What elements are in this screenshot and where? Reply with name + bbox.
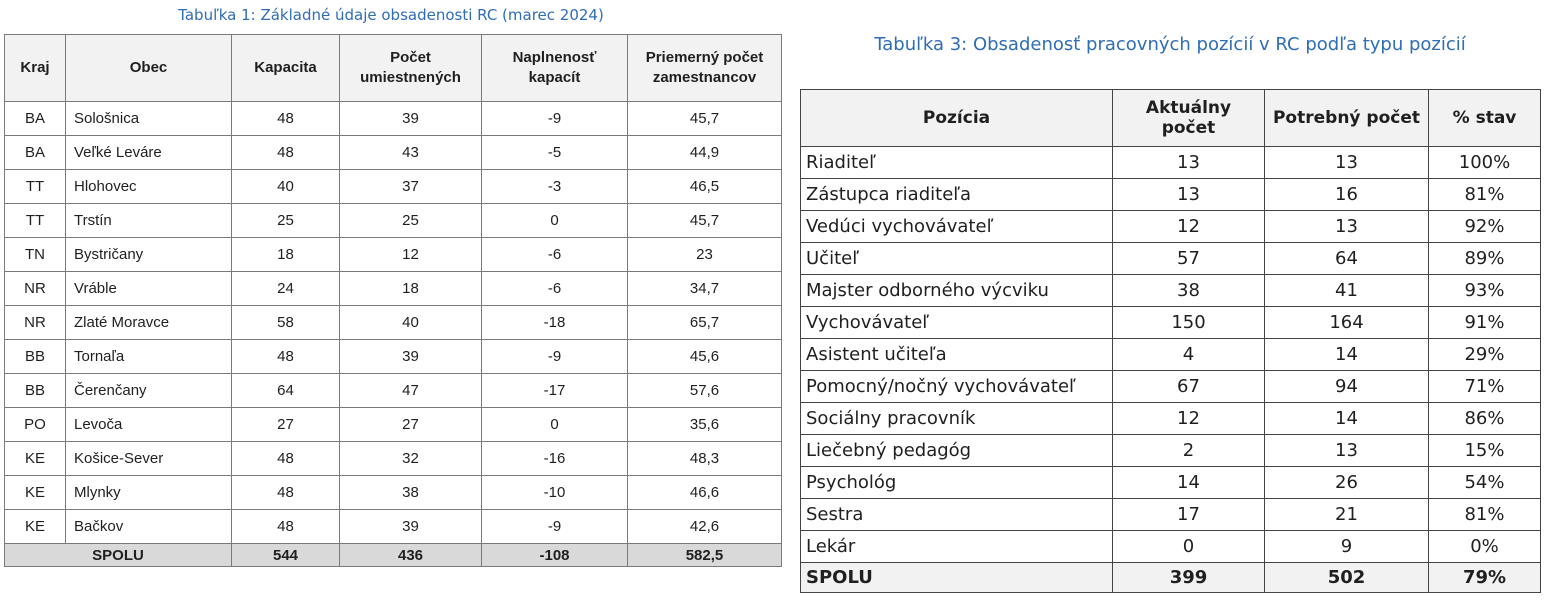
cell-pozicia: Učiteľ [801,243,1113,275]
cell-potrebny-pocet: 41 [1265,275,1429,307]
table-row [801,179,1541,211]
occupancy-table [4,34,782,567]
table1-total-row [5,544,782,567]
cell-stav: 93% [1429,275,1541,307]
table-row [801,531,1541,563]
cell-pozicia: Vychovávateľ [801,307,1113,339]
cell-pocet-umiestnenych: 39 [340,102,482,136]
total-stav: 79% [1429,563,1541,593]
cell-obec: Trstín [66,204,232,238]
cell-stav: 81% [1429,499,1541,531]
cell-potrebny-pocet: 26 [1265,467,1429,499]
cell-stav: 71% [1429,371,1541,403]
table-row [5,238,782,272]
cell-kapacita: 24 [232,272,340,306]
cell-obec: Bačkov [66,510,232,544]
column-header-stav: % stav [1429,90,1541,147]
table-row [801,211,1541,243]
cell-potrebny-pocet: 14 [1265,339,1429,371]
cell-kapacita: 58 [232,306,340,340]
cell-naplnenost: -5 [482,136,628,170]
cell-pocet-umiestnenych: 18 [340,272,482,306]
cell-potrebny-pocet: 16 [1265,179,1429,211]
cell-pocet-umiestnenych: 47 [340,374,482,408]
cell-obec: Levoča [66,408,232,442]
column-header-kraj: Kraj [5,35,66,102]
cell-aktualny-pocet: 150 [1113,307,1265,339]
cell-naplnenost: -9 [482,102,628,136]
cell-priemerny-pocet: 46,5 [628,170,782,204]
table-row [801,499,1541,531]
cell-kapacita: 48 [232,102,340,136]
cell-aktualny-pocet: 13 [1113,179,1265,211]
cell-naplnenost: 0 [482,408,628,442]
cell-potrebny-pocet: 164 [1265,307,1429,339]
column-header-potrebny-pocet: Potrebný počet [1265,90,1429,147]
table-row [5,136,782,170]
cell-aktualny-pocet: 14 [1113,467,1265,499]
cell-potrebny-pocet: 21 [1265,499,1429,531]
cell-pozicia: Pomocný/nočný vychovávateľ [801,371,1113,403]
cell-aktualny-pocet: 12 [1113,211,1265,243]
cell-stav: 91% [1429,307,1541,339]
cell-obec: Bystričany [66,238,232,272]
table1-header-row [5,35,782,102]
table-row [5,408,782,442]
cell-kraj: TT [5,170,66,204]
cell-kraj: NR [5,272,66,306]
cell-naplnenost: 0 [482,204,628,238]
cell-aktualny-pocet: 0 [1113,531,1265,563]
cell-aktualny-pocet: 12 [1113,403,1265,435]
table-row [5,374,782,408]
cell-pocet-umiestnenych: 39 [340,510,482,544]
cell-aktualny-pocet: 4 [1113,339,1265,371]
table3-caption: Tabuľka 3: Obsadenosť pracovných pozícií v RC podľa typu pozícií [874,34,1466,55]
cell-aktualny-pocet: 38 [1113,275,1265,307]
cell-kraj: TT [5,204,66,238]
cell-priemerny-pocet: 48,3 [628,442,782,476]
cell-kraj: BB [5,340,66,374]
cell-aktualny-pocet: 2 [1113,435,1265,467]
cell-priemerny-pocet: 45,7 [628,102,782,136]
cell-stav: 92% [1429,211,1541,243]
cell-kapacita: 48 [232,510,340,544]
cell-priemerny-pocet: 44,9 [628,136,782,170]
table1-caption: Tabuľka 1: Základné údaje obsadenosti RC (marec 2024) [178,6,604,24]
column-header-naplnenost: Naplnenosť kapacít [482,35,628,102]
column-header-pocet-umiestnenych: Počet umiestnených [340,35,482,102]
table-row [801,467,1541,499]
cell-pozicia: Lekár [801,531,1113,563]
table-row [801,275,1541,307]
cell-obec: Sološnica [66,102,232,136]
cell-potrebny-pocet: 94 [1265,371,1429,403]
column-header-kapacita: Kapacita [232,35,340,102]
cell-kraj: KE [5,442,66,476]
cell-naplnenost: -6 [482,272,628,306]
cell-potrebny-pocet: 9 [1265,531,1429,563]
table-row [801,403,1541,435]
cell-priemerny-pocet: 45,7 [628,204,782,238]
total-kapacita: 544 [232,544,340,567]
cell-kraj: PO [5,408,66,442]
cell-naplnenost: -3 [482,170,628,204]
cell-stav: 100% [1429,147,1541,179]
cell-pocet-umiestnenych: 40 [340,306,482,340]
cell-pozicia: Liečebný pedagóg [801,435,1113,467]
table-row [5,272,782,306]
cell-stav: 29% [1429,339,1541,371]
table-row [5,442,782,476]
cell-naplnenost: -18 [482,306,628,340]
cell-pozicia: Riaditeľ [801,147,1113,179]
total-label: SPOLU [801,563,1113,593]
cell-kraj: BA [5,136,66,170]
cell-potrebny-pocet: 13 [1265,211,1429,243]
cell-priemerny-pocet: 45,6 [628,340,782,374]
cell-kapacita: 48 [232,476,340,510]
cell-pocet-umiestnenych: 32 [340,442,482,476]
cell-pocet-umiestnenych: 39 [340,340,482,374]
cell-obec: Zlaté Moravce [66,306,232,340]
cell-potrebny-pocet: 64 [1265,243,1429,275]
cell-pozicia: Asistent učiteľa [801,339,1113,371]
cell-kraj: TN [5,238,66,272]
cell-obec: Tornaľa [66,340,232,374]
cell-pozicia: Sociálny pracovník [801,403,1113,435]
cell-naplnenost: -16 [482,442,628,476]
cell-kraj: KE [5,510,66,544]
cell-pocet-umiestnenych: 38 [340,476,482,510]
cell-stav: 0% [1429,531,1541,563]
cell-priemerny-pocet: 42,6 [628,510,782,544]
cell-kapacita: 40 [232,170,340,204]
cell-kraj: BA [5,102,66,136]
cell-kapacita: 48 [232,340,340,374]
cell-kapacita: 48 [232,442,340,476]
cell-potrebny-pocet: 13 [1265,147,1429,179]
cell-priemerny-pocet: 46,6 [628,476,782,510]
cell-naplnenost: -10 [482,476,628,510]
cell-pocet-umiestnenych: 37 [340,170,482,204]
cell-pozicia: Zástupca riaditeľa [801,179,1113,211]
table-row [5,340,782,374]
cell-pozicia: Majster odborného výcviku [801,275,1113,307]
cell-stav: 89% [1429,243,1541,275]
cell-aktualny-pocet: 67 [1113,371,1265,403]
total-pocet-umiestnenych: 436 [340,544,482,567]
cell-stav: 81% [1429,179,1541,211]
column-header-aktualny-pocet: Aktuálny počet [1113,90,1265,147]
cell-pozicia: Sestra [801,499,1113,531]
cell-potrebny-pocet: 14 [1265,403,1429,435]
cell-potrebny-pocet: 13 [1265,435,1429,467]
table-row [801,147,1541,179]
cell-naplnenost: -6 [482,238,628,272]
cell-pocet-umiestnenych: 25 [340,204,482,238]
cell-obec: Čerenčany [66,374,232,408]
total-naplnenost: -108 [482,544,628,567]
table-row [801,339,1541,371]
table3-total-row [801,563,1541,593]
column-header-obec: Obec [66,35,232,102]
cell-priemerny-pocet: 23 [628,238,782,272]
column-header-pozicia: Pozícia [801,90,1113,147]
table-row [801,435,1541,467]
cell-obec: Hlohovec [66,170,232,204]
cell-obec: Mlynky [66,476,232,510]
cell-priemerny-pocet: 57,6 [628,374,782,408]
cell-aktualny-pocet: 13 [1113,147,1265,179]
positions-table [800,89,1541,593]
cell-kraj: BB [5,374,66,408]
table-row [5,510,782,544]
cell-obec: Košice-Sever [66,442,232,476]
table-row [801,307,1541,339]
cell-stav: 15% [1429,435,1541,467]
table-row [5,170,782,204]
cell-priemerny-pocet: 35,6 [628,408,782,442]
cell-priemerny-pocet: 34,7 [628,272,782,306]
total-label: SPOLU [5,544,232,567]
cell-obec: Vráble [66,272,232,306]
total-priemerny-pocet: 582,5 [628,544,782,567]
cell-kapacita: 18 [232,238,340,272]
table3-header-row [801,90,1541,147]
cell-stav: 86% [1429,403,1541,435]
cell-kraj: NR [5,306,66,340]
cell-kapacita: 25 [232,204,340,238]
cell-aktualny-pocet: 17 [1113,499,1265,531]
table-row [801,243,1541,275]
total-aktualny-pocet: 399 [1113,563,1265,593]
cell-kraj: KE [5,476,66,510]
cell-naplnenost: -9 [482,510,628,544]
table-row [5,102,782,136]
cell-pozicia: Psychológ [801,467,1113,499]
cell-obec: Veľké Leváre [66,136,232,170]
cell-naplnenost: -17 [482,374,628,408]
cell-kapacita: 64 [232,374,340,408]
cell-kapacita: 27 [232,408,340,442]
cell-naplnenost: -9 [482,340,628,374]
table-row [5,476,782,510]
cell-pozicia: Vedúci vychovávateľ [801,211,1113,243]
table-row [5,306,782,340]
cell-kapacita: 48 [232,136,340,170]
cell-stav: 54% [1429,467,1541,499]
total-potrebny-pocet: 502 [1265,563,1429,593]
cell-pocet-umiestnenych: 27 [340,408,482,442]
cell-pocet-umiestnenych: 12 [340,238,482,272]
cell-priemerny-pocet: 65,7 [628,306,782,340]
column-header-priemerny-pocet: Priemerný počet zamestnancov [628,35,782,102]
cell-pocet-umiestnenych: 43 [340,136,482,170]
table-row [801,371,1541,403]
table-row [5,204,782,238]
cell-aktualny-pocet: 57 [1113,243,1265,275]
